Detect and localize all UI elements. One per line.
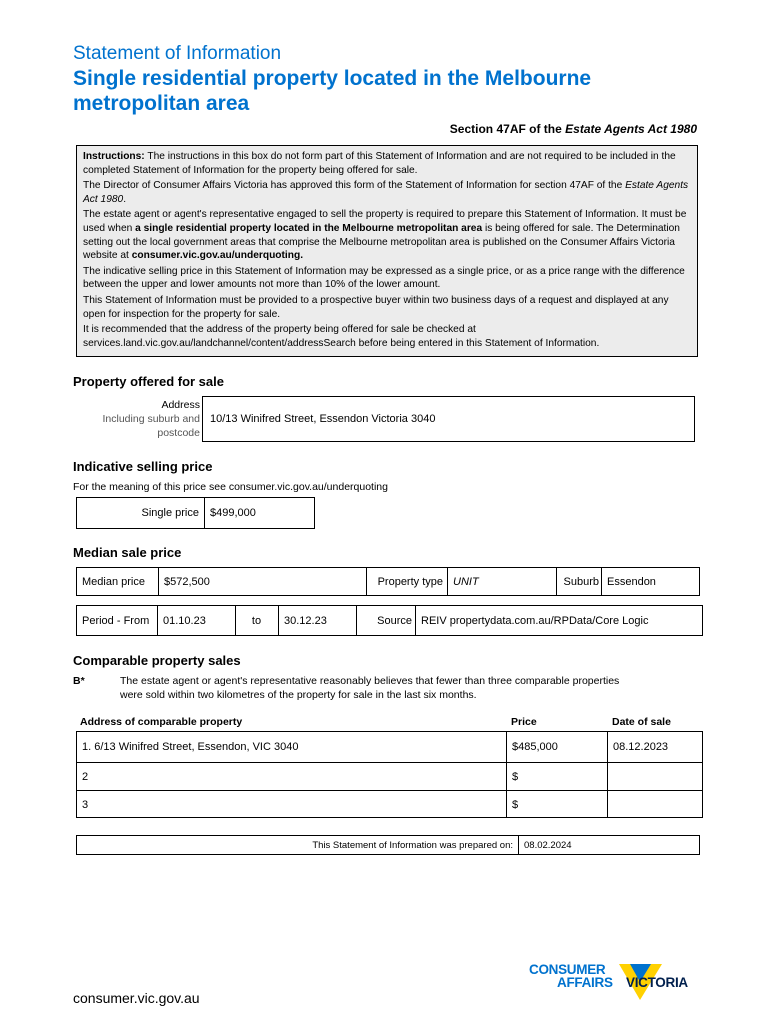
instructions-p3-text2: is being offered for sale. The Determination setting out the local government areas that comprise the Melbourne metropolitan area is published on the Consumer Affairs Victoria website at	[83, 222, 680, 262]
suburb-label: Suburb	[563, 575, 599, 588]
comp-price-3[interactable]: $	[512, 798, 519, 811]
title-line-1: Single residential property located in the Melbourne	[73, 67, 592, 90]
comp-price-1[interactable]: $485,000	[512, 741, 558, 753]
comp-date-2[interactable]	[608, 763, 704, 790]
footer-url[interactable]: consumer.vic.gov.au	[73, 990, 200, 1006]
prepared-box	[76, 835, 700, 855]
prepared-value[interactable]: 08.02.2024	[524, 839, 572, 851]
instructions-p2	[83, 179, 691, 206]
comp-address-2[interactable]: 2	[82, 770, 89, 783]
instructions-p4: The indicative selling price in this Statement of Information may be expressed as a single price, or as a price range with the difference between the upper and lower amounts not more than 10% of the lower amount.	[83, 265, 685, 291]
instructions-p3	[83, 208, 691, 262]
period-from-value[interactable]: 01.10.23	[163, 614, 206, 627]
instructions-p2-text: The Director of Consumer Affairs Victoria has approved this form of the Statement of Information for section 47AF of the	[83, 180, 626, 192]
consumer-affairs-victoria-logo	[527, 960, 702, 1006]
instructions-p6: It is recommended that the address of the property being offered for sale be checked at services.land.vic.gov.au/landchannel/content/addressSearch before being entered in this Statement of Information.	[83, 324, 600, 349]
median-price-label: Median price	[82, 575, 145, 588]
single-price-box	[76, 497, 315, 529]
instructions-box	[76, 145, 698, 357]
col-address-header: Address of comparable property	[80, 716, 243, 728]
single-price-label: Single price	[141, 507, 199, 519]
instructions-label: Instructions:	[83, 151, 145, 162]
period-to-label: to	[251, 614, 262, 627]
instructions-p5: This Statement of Information must be provided to a prospective buyer within two business days of a request and displayed at any open for inspection for the property for sale.	[83, 294, 669, 320]
indicative-note: For the meaning of this price see consumer.vic.gov.au/underquoting	[73, 481, 388, 493]
single-price-value[interactable]: $499,000	[210, 507, 256, 519]
address-value: 10/13 Winifred Street, Essendon Victoria 3040	[210, 413, 436, 425]
address-field[interactable]	[202, 396, 695, 442]
prepared-label: This Statement of Information was prepared on:	[312, 839, 513, 851]
comparable-table	[76, 731, 703, 818]
address-label-group	[80, 398, 200, 440]
instructions-p3-link[interactable]: consumer.vic.gov.au/underquoting.	[131, 250, 304, 262]
indicative-heading: Indicative selling price	[73, 459, 213, 474]
logo-text-consumer: CONSUMER	[529, 962, 606, 977]
comp-address-3[interactable]: 3	[82, 798, 89, 811]
section-ref-act: Estate Agents Act 1980	[565, 122, 697, 136]
property-type-label: Property type	[377, 575, 443, 588]
median-price-value[interactable]: $572,500	[164, 575, 210, 588]
comp-date-3[interactable]	[608, 791, 704, 818]
table-row	[77, 791, 704, 818]
instructions-p3-bold: a single residential property located in the Melbourne metropolitan area	[135, 222, 483, 234]
property-heading: Property offered for sale	[73, 374, 224, 389]
median-row-2	[76, 605, 703, 636]
option-text	[120, 675, 619, 702]
col-date-header: Date of sale	[612, 716, 671, 728]
instructions-p1	[83, 150, 691, 177]
source-value[interactable]: REIV propertydata.com.au/RPData/Core Logic	[421, 614, 649, 627]
section-reference	[450, 122, 697, 136]
instructions-p2-end: .	[123, 193, 127, 205]
comparable-heading: Comparable property sales	[73, 653, 241, 668]
source-label: Source	[377, 614, 412, 627]
address-label: Address	[161, 399, 200, 411]
table-row	[77, 763, 704, 790]
comp-date-1[interactable]: 08.12.2023	[613, 741, 669, 753]
option-label: B*	[73, 675, 85, 687]
table-row	[77, 732, 704, 762]
option-text-line-1: The estate agent or agent's representative reasonably believes that fewer than three comparable properties	[120, 675, 620, 687]
option-text-line-2: were sold within two kilometres of the property for sale in the last six months.	[120, 688, 477, 701]
median-heading: Median sale price	[73, 545, 182, 560]
logo-text-affairs: AFFAIRS	[557, 975, 613, 990]
document-type: Statement of Information	[73, 43, 282, 64]
logo-text-victoria: VICTORIA	[626, 975, 688, 990]
col-price-header: Price	[511, 716, 537, 728]
address-sublabel-1: Including suburb and	[102, 413, 200, 425]
instructions-p2-act: Estate Agents Act 1980	[83, 180, 689, 205]
period-label: Period - From	[82, 614, 150, 627]
page-title	[73, 66, 713, 116]
property-type-value[interactable]: UNIT	[453, 575, 479, 588]
instructions-p3-text: The estate agent or agent's representative engaged to sell the property is required to prepare this Statement of Information. It must be used when	[83, 209, 687, 234]
period-to-value[interactable]: 30.12.23	[284, 614, 327, 627]
instructions-p1-text: The instructions in this box do not form part of this Statement of Information and are not required to be included in the completed Statement of Information for the property being offered for sale.	[83, 151, 676, 176]
comp-address-1[interactable]: 1. 6/13 Winifred Street, Essendon, VIC 3040	[82, 741, 299, 753]
median-row-1	[76, 567, 700, 596]
suburb-value[interactable]: Essendon	[607, 575, 656, 588]
title-line-2: metropolitan area	[73, 92, 250, 115]
section-ref-prefix: Section 47AF of the	[449, 122, 566, 136]
comp-price-2[interactable]: $	[512, 770, 519, 783]
address-sublabel-2: postcode	[157, 427, 200, 439]
